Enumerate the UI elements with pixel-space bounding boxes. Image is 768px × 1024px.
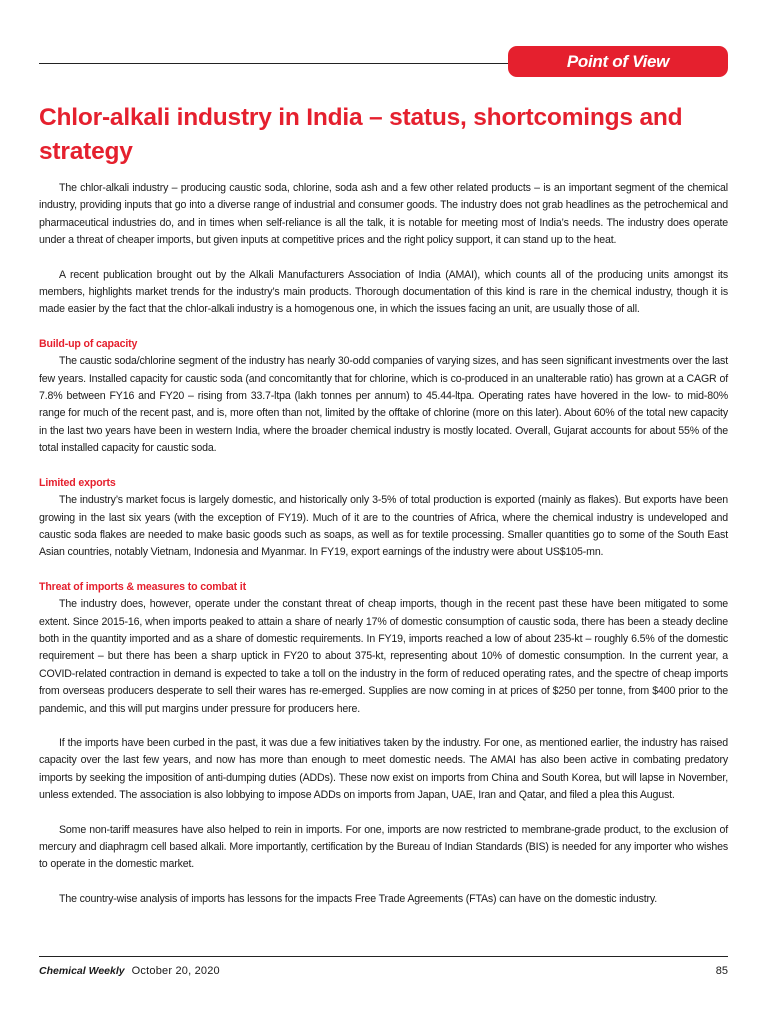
article-title: Chlor-alkali industry in India – status, shortcomings and strategy bbox=[39, 104, 683, 165]
section-paragraph: Some non-tariff measures have also helped to rein in imports. For one, imports are now restricted to membrane-grade product, to the exclusion of mercury and diaphragm cell based alkali. More importantly, certification by the Bureau of Indian Standards (BIS) is needed for any importer who wishes to operate in the domestic market. bbox=[39, 823, 728, 871]
section-heading-exports: Limited exports bbox=[39, 476, 116, 489]
issue-date: October 20, 2020 bbox=[131, 965, 220, 977]
header-rule bbox=[39, 63, 519, 64]
section-label-badge: Point of View bbox=[508, 46, 728, 77]
page-footer bbox=[39, 963, 728, 979]
intro-paragraph-1: The chlor-alkali industry – producing caustic soda, chlorine, soda ash and a few other related products – is an important segment of the chemical industry, providing inputs that go into a diverse range of industrial and consumer goods. The industry does not grab headlines as the petrochemical and pharmaceutical industries do, and in times when self-reliance is all the talk, it is notable for meeting most of India’s needs. The industry does operate under a threat of cheaper imports, but given inputs at competitive prices and the right policy support, it can stand up to the heat. bbox=[39, 182, 728, 247]
intro-paragraph-2: A recent publication brought out by the Alkali Manufacturers Association of India (AMAI), which counts all of the producing units amongst its members, highlights market trends for the industry’s main products. Thorough documentation of this kind is rare in the chemical industry, though it is made easier by the fact that the chlor-alkali industry is a homogenous one, in which the issues facing an unit, are usually those of all. bbox=[39, 268, 728, 316]
article-body bbox=[39, 180, 728, 908]
section-paragraph: The country-wise analysis of imports has lessons for the impacts Free Trade Agreements (FTAs) can have on the domestic industry. bbox=[59, 892, 658, 905]
section-paragraph: The industry’s market focus is largely domestic, and historically only 3-5% of total production is exported (mainly as flakes). But exports have been growing in the last six years (with the exception of FY19). Much of it are to the countries of Africa, where the chemical industry is undeveloped and caustic soda flakes are needed to make basic goods such as soaps, as well as for textile processing. Smaller quantities go to some of the South East Asian countries, notably Vietnam, Indonesia and Myanmar. In FY19, export earnings of the industry were about US$105-mn. bbox=[39, 494, 728, 559]
footer-rule bbox=[39, 956, 728, 957]
section-paragraph: If the imports have been curbed in the past, it was due a few initiatives taken by the industry. For one, as mentioned earlier, the industry has raised capacity over the last few years, and now has more than enough to meet domestic needs. The AMAI has also been active in combating predatory imports by seeking the imposition of anti-dumping duties (ADDs). These now exist on imports from China and South Korea, but will lapse in November, unless extended. The association is also lobbying to impose ADDs on imports from Japan, UAE, Iran and Qatar, and filed a plea this August. bbox=[39, 736, 728, 802]
section-heading-imports: Threat of imports & measures to combat it bbox=[39, 580, 246, 593]
publication-name: Chemical Weekly bbox=[39, 965, 125, 977]
page-number: 85 bbox=[715, 965, 728, 977]
section-paragraph: The industry does, however, operate under the constant threat of cheap imports, though in the recent past these have been mitigated to some extent. Since 2015-16, when imports peaked to attain a share of nearly 17% of domestic consumption of caustic soda, there has been a steady decline both in the quantity imported and as a share of domestic requirements. In FY19, imports reached a low of about 235-kt – roughly 6.5% of the domestic requirement – but there has been a sharp uptick in FY20 to about 375-kt, representing about 10% of domestic consumption. In the current year, a COVID-related contraction in demand is expected to take a toll on the industry in the form of reduced operating rates, and the spectre of cheap imports from overseas producers desperate to sell their wares has re-emerged. Supplies are now coming in at prices of $250 per tonne, from $400 prior to the pandemic, and this will put margins under pressure for producers here. bbox=[39, 598, 728, 715]
section-paragraph: The caustic soda/chlorine segment of the industry has nearly 30-odd companies of varying sizes, and has seen significant investments over the last few years. Installed capacity for caustic soda (and concomitantly that for chlorine, which is co-produced in an unalterable ratio) has grown at a CAGR of 7.8% between FY16 and FY20 – rising from 33.7-ltpa (lakh tonnes per annum) to 45.44-ltpa. Operating rates have hovered in the low- to mid-80% range for much of the recent past, and is, more often than not, limited by the offtake of chlorine (more on this later). About 60% of the total new capacity in the last two years have been in western India, where the broader chemical industry is mostly located. Overall, Gujarat accounts for about 55% of the total installed capacity for caustic soda. bbox=[39, 355, 728, 455]
section-heading-capacity: Build-up of capacity bbox=[39, 337, 138, 350]
